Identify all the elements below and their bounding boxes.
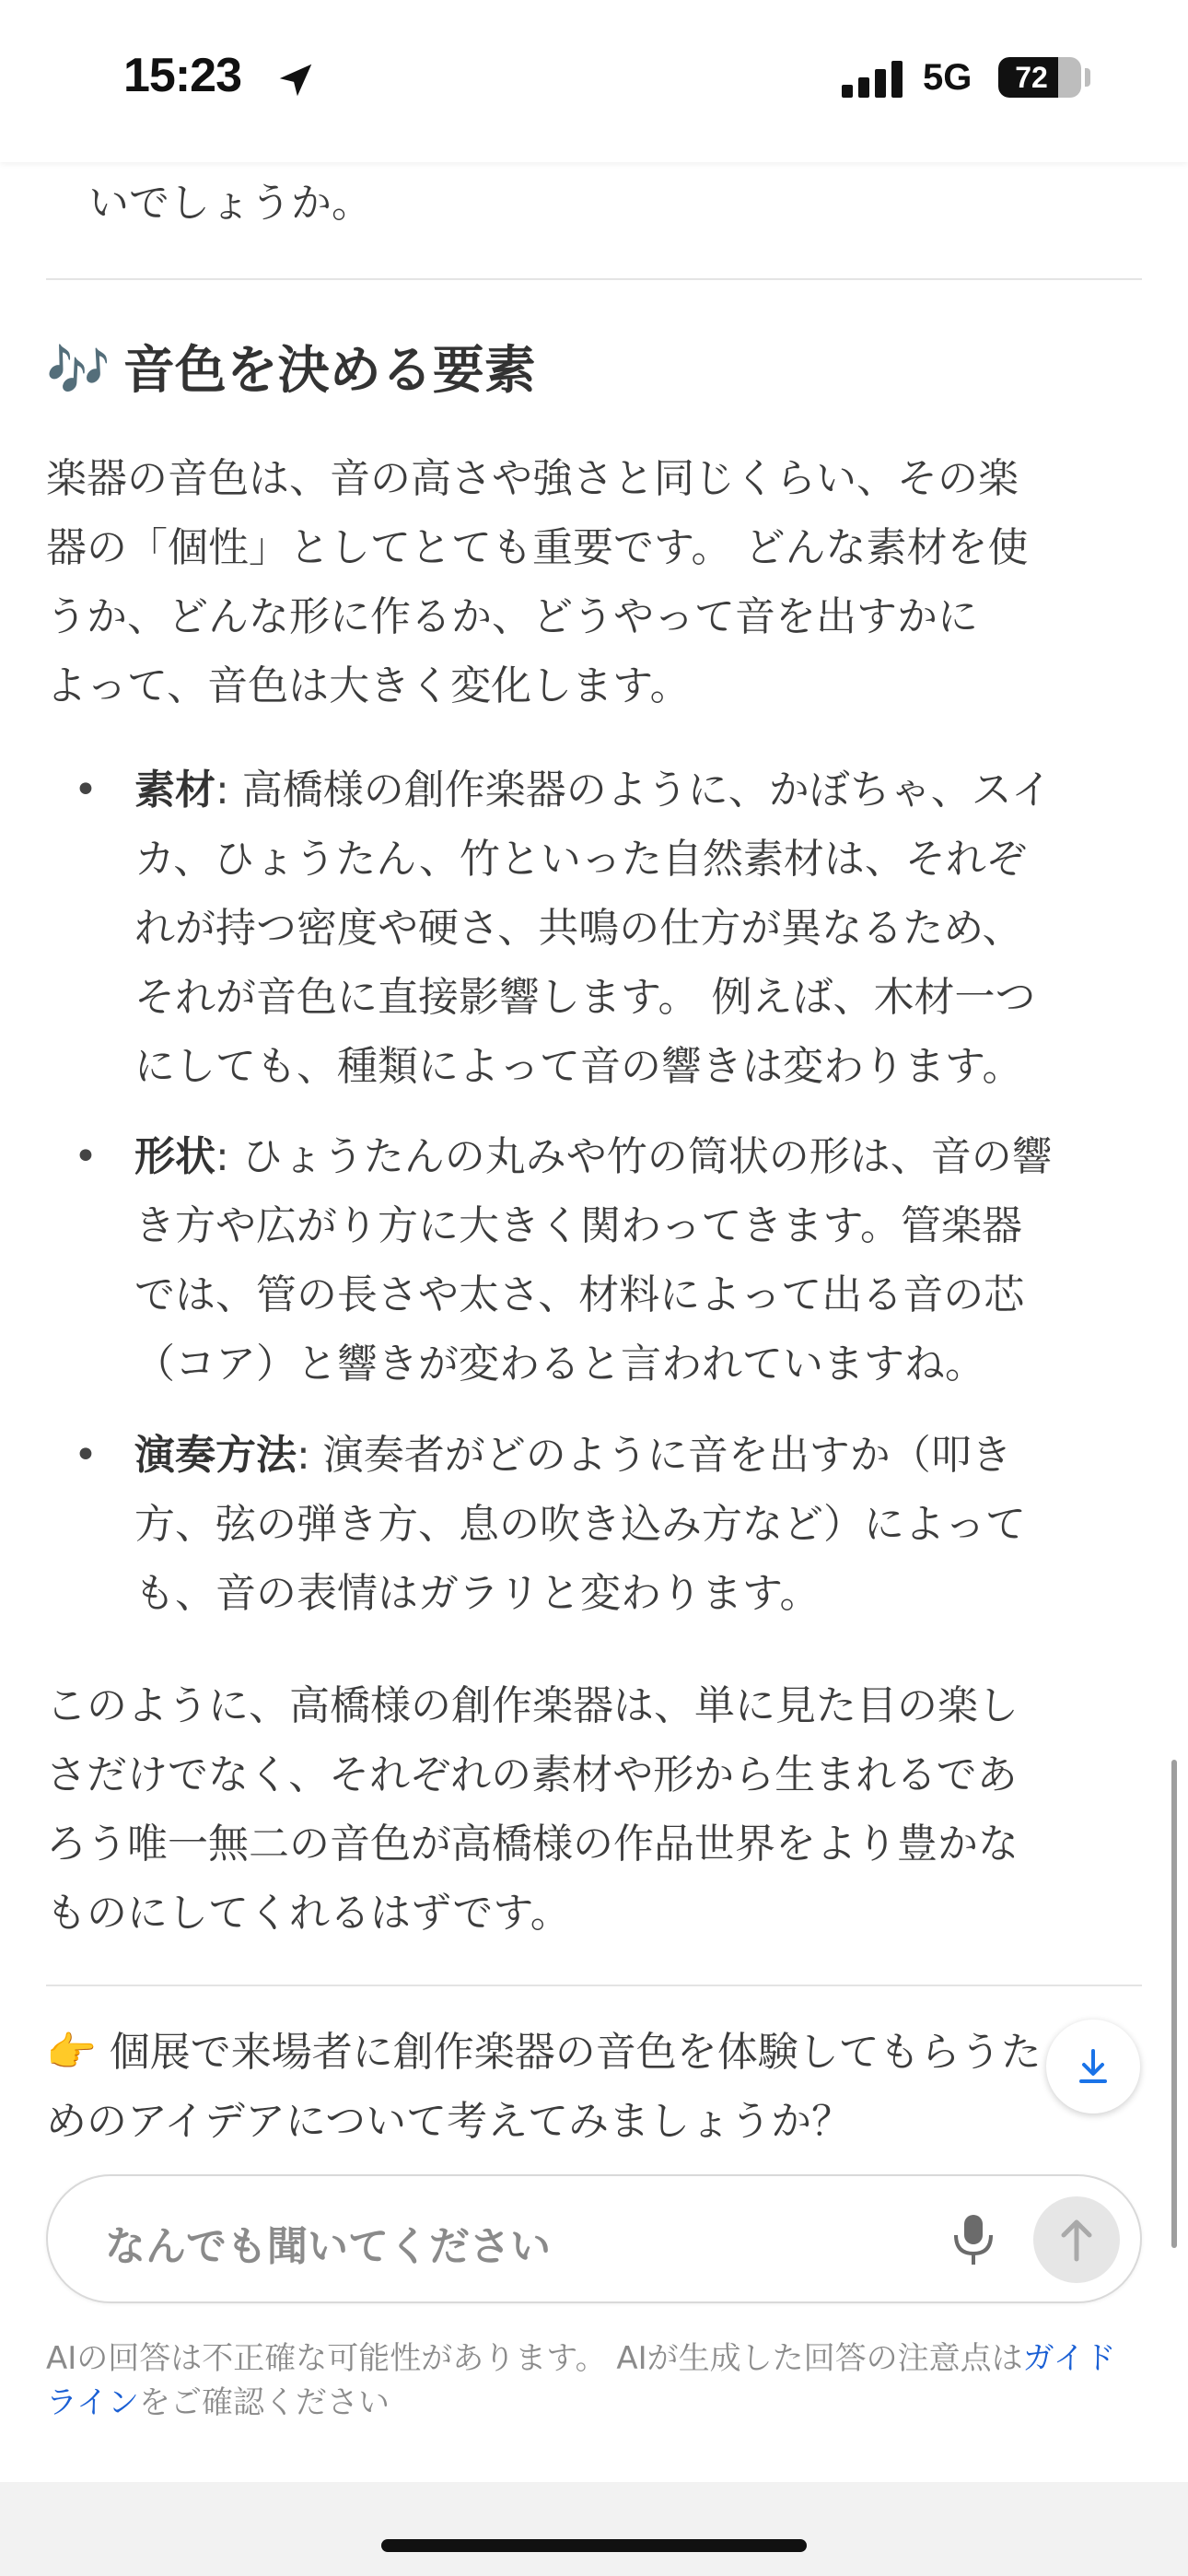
bottom-bar bbox=[0, 2482, 1188, 2576]
text-line: : 高橋様の創作楽器のように、かぼちゃ、スイ bbox=[215, 767, 1052, 814]
scroll-to-bottom-button[interactable] bbox=[1046, 2020, 1140, 2113]
text-line: 楽器の音色は、音の高さや強さと同じくらい、その楽 bbox=[46, 455, 1019, 502]
text-line: うか、どんな形に作るか、どうやって音を出すかに bbox=[46, 593, 978, 640]
text-line: 方、弦の弾き方、息の吹き込み方など）によって bbox=[134, 1501, 1026, 1548]
text-line: れが持つ密度や硬さ、共鳴の仕方が異なるため、 bbox=[134, 905, 1023, 952]
status-bar bbox=[0, 0, 1188, 162]
section-heading bbox=[46, 330, 536, 404]
pointing-hand-icon: 👉 bbox=[46, 2029, 97, 2076]
text-line: ものにしてくれるはずです。 bbox=[46, 1890, 571, 1937]
bullet-text bbox=[134, 755, 1133, 1101]
chat-input-placeholder: なんでも聞いてください bbox=[105, 2223, 551, 2270]
battery-percent: 72 bbox=[1015, 61, 1048, 94]
arrow-up-icon bbox=[1033, 2196, 1120, 2283]
bullet-text bbox=[134, 1122, 1133, 1399]
ai-disclaimer bbox=[46, 2336, 1142, 2425]
text-line: それが音色に直接影響します。 例えば、木材一つ bbox=[134, 974, 1036, 1021]
battery-icon bbox=[998, 57, 1081, 98]
bullet-term: 素材 bbox=[134, 767, 215, 814]
location-arrow-icon bbox=[274, 59, 317, 101]
battery-cap bbox=[1085, 68, 1090, 87]
text-line: めのアイデアについて考えてみましょうか？ bbox=[46, 2098, 853, 2145]
microphone-icon[interactable] bbox=[945, 2209, 1002, 2268]
status-time: 15:23 bbox=[123, 49, 241, 102]
heading-text: 音色を決める要素 bbox=[122, 341, 536, 401]
message-fragment: いでしょうか。 bbox=[88, 180, 372, 227]
bullet-term: 演奏方法 bbox=[134, 1432, 297, 1479]
bullet-dot: • bbox=[74, 767, 98, 814]
scrollbar-thumb[interactable] bbox=[1171, 1760, 1177, 2248]
text-line: さだけでなく、それぞれの素材や形から生まれるであ bbox=[46, 1751, 1018, 1798]
bullet-term: 形状 bbox=[134, 1133, 215, 1180]
conclusion-paragraph bbox=[46, 1671, 1142, 1948]
text-line: にしても、種類によって音の響きは変わります。 bbox=[134, 1043, 1023, 1090]
text-line: （コア）と響きが変わると言われていますね。 bbox=[134, 1341, 985, 1388]
disclaimer-text: AIの回答は不正確な可能性があります。 AIが生成した回答の注意点は bbox=[46, 2340, 1023, 2377]
text-line: き方や広がり方に大きく関わってきます。管楽器 bbox=[134, 1202, 1023, 1249]
text-line: カ、ひょうたん、竹といった自然素材は、それぞ bbox=[134, 836, 1027, 883]
text-line: : ひょうたんの丸みや竹の筒状の形は、音の響 bbox=[215, 1133, 1053, 1180]
intro-paragraph bbox=[46, 444, 1142, 720]
download-arrow-icon bbox=[1046, 2020, 1140, 2113]
text-line: ろう唯一無二の音色が高橋様の作品世界をより豊かな bbox=[46, 1821, 1019, 1868]
disclaimer-suffix: をご確認ください bbox=[138, 2384, 390, 2421]
chat-input-box[interactable] bbox=[46, 2174, 1142, 2303]
guideline-link[interactable]: ガイドライン bbox=[46, 2340, 1116, 2421]
follow-up-suggestion[interactable] bbox=[46, 2018, 1077, 2156]
bullet-dot: • bbox=[74, 1133, 98, 1180]
network-type: 5G bbox=[923, 57, 973, 98]
bullet-dot: • bbox=[74, 1432, 98, 1479]
text-line: 器の「個性」としてとても重要です。 どんな素材を使 bbox=[46, 524, 1029, 571]
text-line: : 演奏者がどのように音を出すか（叩き bbox=[297, 1432, 1012, 1479]
home-indicator[interactable] bbox=[381, 2539, 807, 2552]
divider bbox=[46, 1985, 1142, 1986]
send-button[interactable] bbox=[1033, 2196, 1120, 2283]
text-line: 個展で来場者に創作楽器の音色を体験してもらうた bbox=[96, 2029, 1042, 2076]
text-line: よって、音色は大きく変化します。 bbox=[46, 662, 691, 709]
cellular-signal-icon bbox=[842, 61, 906, 98]
text-line: では、管の長さや太さ、材料によって出る音の芯 bbox=[134, 1271, 1025, 1318]
bullet-text bbox=[134, 1421, 1133, 1628]
text-line: も、音の表情はガラリと変わります。 bbox=[134, 1570, 821, 1617]
divider bbox=[46, 278, 1142, 280]
music-notes-icon: 🎶 bbox=[46, 341, 111, 401]
text-line: このように、高橋様の創作楽器は、単に見た目の楽し bbox=[46, 1682, 1019, 1729]
